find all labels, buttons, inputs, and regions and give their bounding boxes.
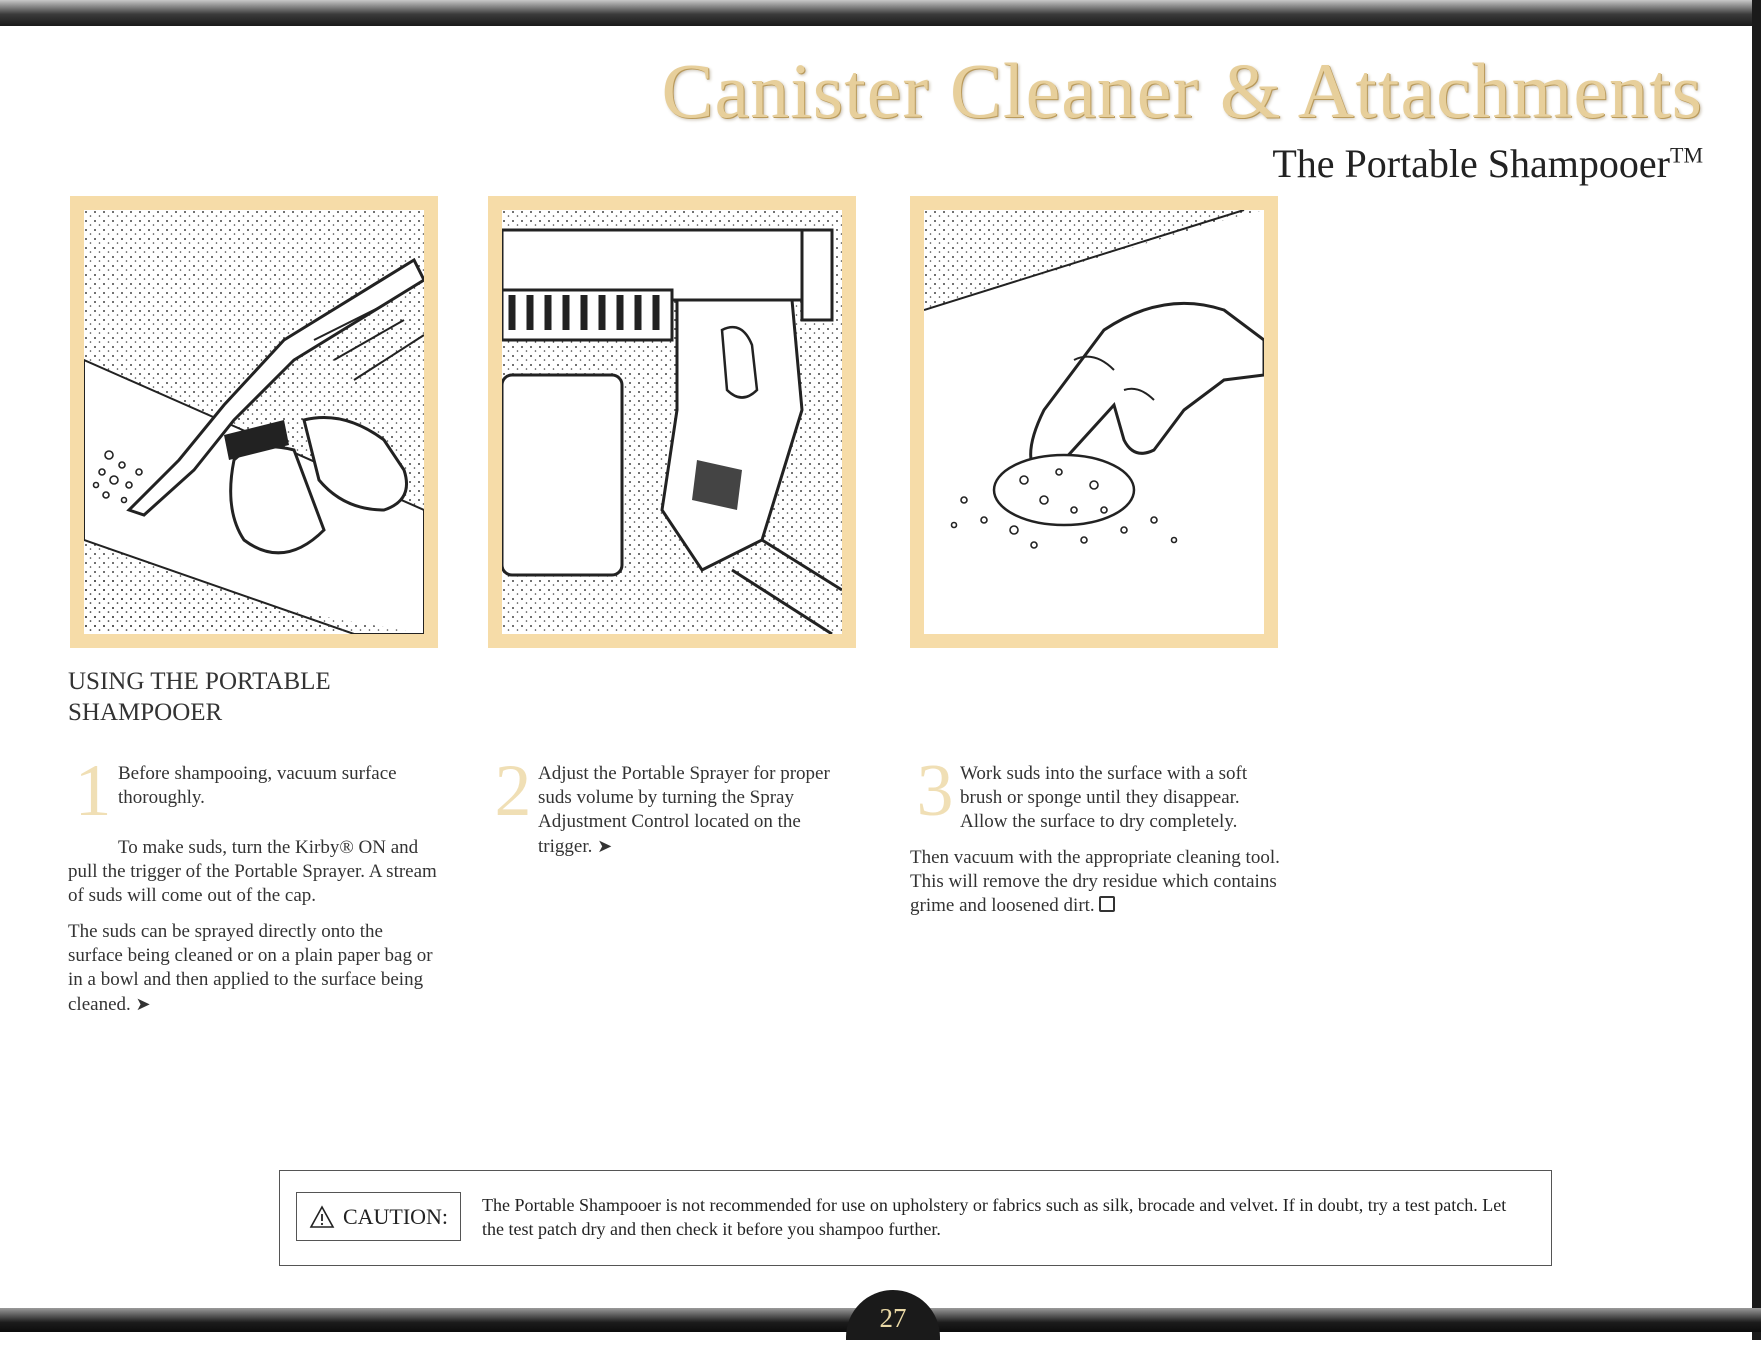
page-subtitle: [1272, 140, 1703, 187]
top-border-bar: [0, 0, 1761, 26]
warning-triangle-icon: [309, 1205, 335, 1229]
section-heading: USING THE PORTABLE SHAMPOOER: [68, 668, 331, 726]
caution-text: The Portable Shampooer is not recommended for use on upholstery or fabrics such as silk, brocade and velvet. If in doubt, try a test patch. Let the test patch dry and then check it before you shampoo further.: [482, 1195, 1507, 1239]
continue-arrow-icon: ➤: [135, 994, 151, 1014]
step-paragraph: [68, 920, 438, 1017]
spray-control-drawing: [502, 210, 842, 634]
caution-label-text: CAUTION:: [342, 1203, 449, 1229]
step-number: 2: [494, 750, 532, 832]
continue-arrow-icon: ➤: [597, 836, 613, 856]
step-text: Adjust the Portable Sprayer for proper suds volume by turning the Spray Adjustment Control located on the trigger.: [538, 763, 830, 857]
illustration-spraying-suds: [70, 196, 438, 648]
caution-label: [296, 1192, 461, 1241]
step-1: [68, 750, 438, 1029]
page-title: Canister Cleaner & Attachments: [661, 47, 1703, 134]
subtitle-text: The Portable Shampooer: [1272, 141, 1670, 186]
illustration-working-suds: [910, 196, 1278, 648]
page-number: 27: [846, 1290, 940, 1340]
step-text: Then vacuum with the appropriate cleaning tool. This will remove the dry residue which contains grime and loosened dirt.: [910, 847, 1280, 916]
step-paragraph: Work suds into the surface with a soft brush or sponge until they disappear. Allow the surface to dry completely.: [960, 763, 1248, 832]
step-paragraph: Before shampooing, vacuum surface thoroughly.: [118, 763, 397, 808]
step-2: [488, 750, 858, 871]
step-number: 1: [74, 750, 112, 832]
step-number: 3: [916, 750, 954, 832]
hand-scrubbing-drawing: [924, 210, 1264, 634]
right-border-bar: [1752, 0, 1761, 1340]
sprayer-drawing: [84, 210, 424, 634]
step-3: [910, 750, 1285, 930]
end-box-icon: [1099, 896, 1115, 912]
caution-box: [279, 1170, 1552, 1266]
trademark-mark: TM: [1670, 142, 1703, 168]
illustration-adjusting-sprayer: [488, 196, 856, 648]
step-text: The suds can be sprayed directly onto the surface being cleaned or on a plain paper bag or in a bowl and then applied to the surface being cleaned.: [68, 921, 433, 1015]
step-paragraph: [488, 762, 858, 859]
step-paragraph: [910, 846, 1285, 918]
step-paragraph: To make suds, turn the Kirby® ON and pull the trigger of the Portable Sprayer. A stream of suds will come out of the cap.: [68, 837, 437, 906]
